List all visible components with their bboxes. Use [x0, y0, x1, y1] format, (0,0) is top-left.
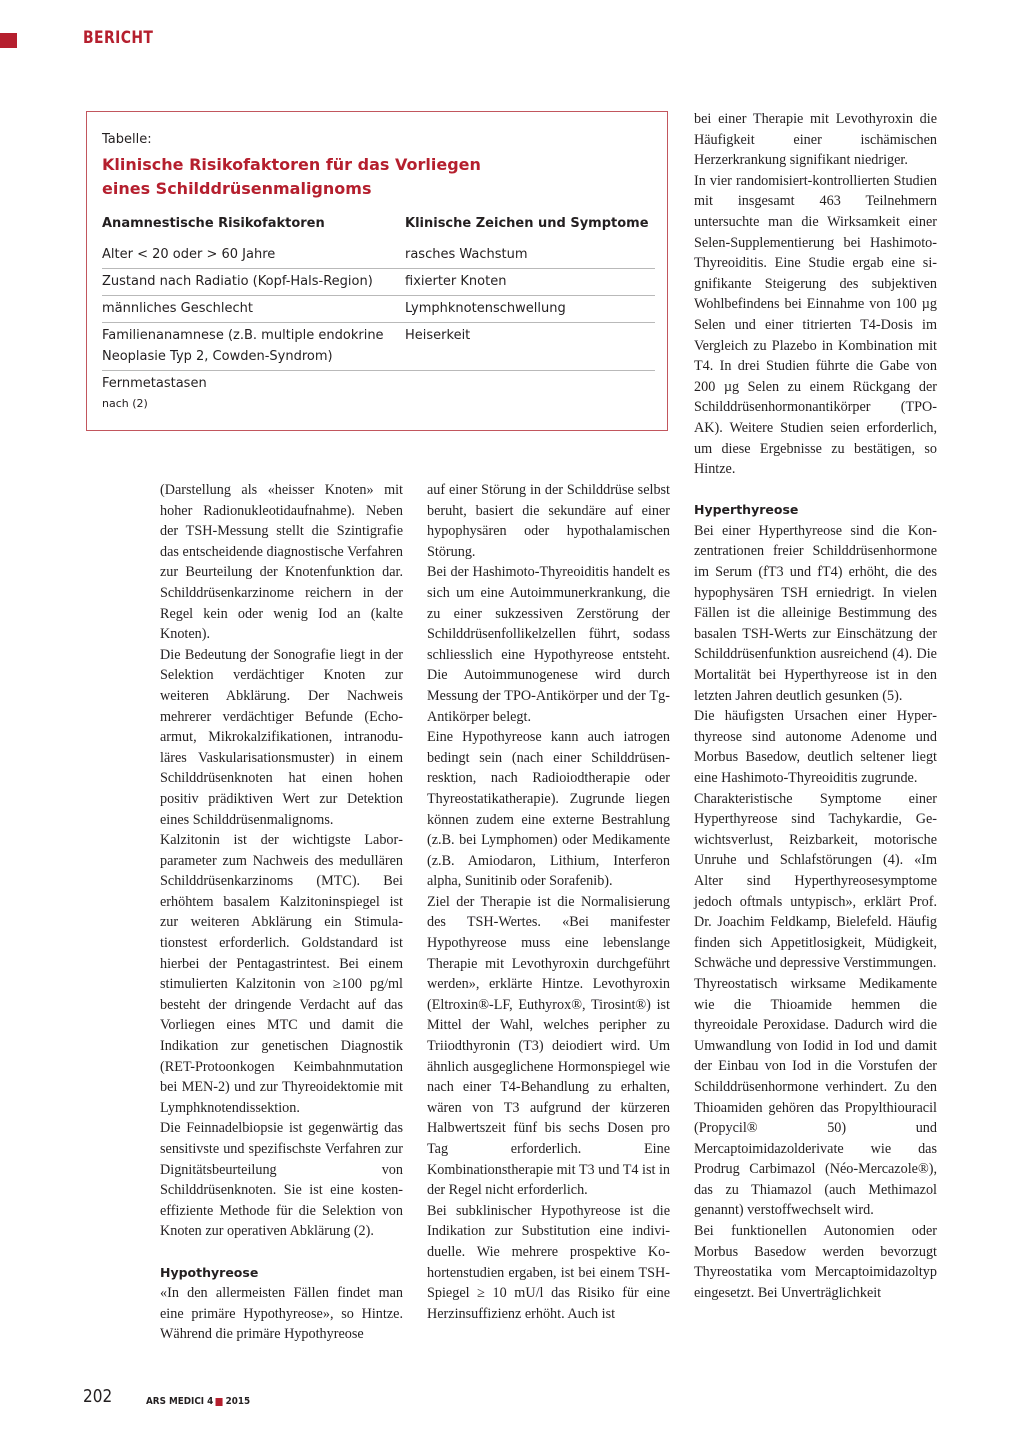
- body-paragraph: Ziel der Therapie ist die Normalisierung des TSH-Wertes. «Bei manifester Hypothyreose muss eine lebenslange Therapie mit Levothyroxin durchgeführt werden», erklärte Hintze. Levothyroxin (Eltroxin®-LF, Euthyrox®, Tirosint®) ist Mittel der Wahl, welches peripher zu Triiodthyronin (T3) deiodiert wird. Um ähnlich ausgeglichene Hormonspiegel wie nach einer T4-Behandlung zu erhalten, wären von T3 aufgrund der kürzeren Halbwertszeit fünf bis sechs Dosen pro Tag erforderlich. Eine Kombinationstherapie mit T3 und T4 ist in der Regel nicht erforderlich.: [427, 893, 671, 1199]
- body-paragraph: Die Feinnadelbiopsie ist gegenwärtig das sensitivste und spezifischste Verfahren zur Dignitätsbeurteilung von Schilddrüsenknoten. Sie ist eine kosteneffiziente Methode für die Selektion von Knoten zur operativen Abklärung (2).: [160, 1120, 403, 1240]
- body-paragraph: Bei subklinischer Hypothyreose ist die Indikation zur Substitution eine individuelle. Wie mehrere prospektive Kohortenstudien ergaben, ist bei einem TSH-Spiegel ≥ 10 mU/l das Risiko für eine Herzinsuffizienz erhöht. Auch ist: [427, 1202, 670, 1322]
- body-paragraph: Bei einer Hyperthyreose sind die Konzentrationen freier Schilddrüsenhormone im Serum (fT3 und fT4) erhöht, die des hypophysären TSH erniedrigt. In vielen Fällen ist die alleinige Bestimmung des basalen TSH-Werts zur Einschätzung der Schilddrüsenfunktion ausreichend (4). Die Mortalität bei Hyperthyreose ist in den letzten Jahren deutlich gesunken (5).: [694, 522, 937, 704]
- table-cell: fixierter Knoten: [405, 274, 507, 289]
- body-paragraph: Die häufigsten Ursachen einer Hyperthyreose sind autonome Adenome und Morbus Basedow, deutlich seltener liegt eine Hashimoto-Thyreoiditis zugrunde.: [694, 708, 937, 786]
- table-caption: Tabelle:: [102, 132, 152, 147]
- body-paragraph: Charakteristische Symptome einer Hyperthyreose sind Tachykardie, Gewichtsverlust, Reizbarkeit, motorische Unruhe und Schlafstörungen (4). «Im Alter sind Hyperthyreosesymptome jedoch oftmals untypisch», erklärt Prof. Dr. Joachim Feldkamp, Bielefeld. Häufig finden sich Appetitlosigkeit, Müdigkeit, Schwäche und depressive Verstimmungen.: [694, 790, 937, 972]
- table-cell: Alter < 20 oder > 60 Jahre: [102, 247, 276, 262]
- table-cell: [405, 373, 655, 394]
- section-heading-hyperthyreose: Hyperthyreose: [694, 502, 799, 518]
- journal-year: 2015: [225, 1396, 251, 1407]
- table-title: [102, 153, 662, 201]
- text-column-3: [694, 109, 937, 1303]
- body-paragraph: Eine Hypothyreose kann auch iatrogen bedingt sein (nach einer Schilddrüsenresktion, nach Radioiodtherapie oder Thyreostatikatherapie). Zugrunde liegen können zudem eine externe Bestrahlung (z.B. bei Lymphomen) oder Medikamente (z.B. Amiodaron, Lithium, Interferon alpha, Sunitinib oder Sorafenib).: [427, 729, 670, 890]
- body-paragraph: Thyreostatisch wirksame Medikamente wie die Thioamide hemmen die thyreoidale Peroxidase. Dadurch wird die Umwandlung von Iodid in Iod und damit der Einbau von Iod in die Vorstufen der Schilddrüsenhormone verhindert. Zu den Thioamiden gehören das Propylthiouracil (Propycil® 50) und Mercaptoimidazolderivate wie das Prodrug Carbimazol (Néo-Mercazole®), das zu Thiamazol (auch Methimazol genannt) verstoffwechselt wird.: [694, 975, 937, 1219]
- body-paragraph: Bei der Hashimoto-Thyreoiditis handelt es sich um eine Autoimmunerkrankung, die zu einer sukzessiven Zerstörung der Schilddrüsenfollikelzellen führt, sodass schliesslich eine Hypothyreose entsteht. Die Autoimmunogenese wird durch Messung der TPO-Antikörper und der Tg-Antikörper belegt.: [427, 564, 670, 725]
- body-paragraph: In vier randomisiert-kontrollierten Studien mit insgesamt 463 Teilnehmern untersuchte man die Wirksamkeit einer Selen-Supplementierung bei Hashimoto-Thyreoiditis. Eine Studie ergab eine signifikante Steigerung des subjektiven Wohlbefindens bei Einnahme von 100 µg Selen und einer titrierten T4-Dosis im Vergleich zu Plazebo in Kombination mit T4. In drei Studien führte die Gabe von 200 µg Selen zu einem Rückgang der Schilddrüsenhormonantikörper (TPO-AK). Weitere Studien seien erforderlich, um diese Ergebnisse zu bestätigen, so Hintze.: [694, 172, 937, 478]
- table-title-line: Klinische Risikofaktoren für das Vorliegen: [102, 155, 481, 174]
- table-cell: rasches Wachstum: [405, 247, 528, 262]
- table-cell: Fernmetastasen: [102, 376, 207, 391]
- table-row: [102, 323, 655, 371]
- body-paragraph: Die Bedeutung der Sonografie liegt in der Selektion verdächtiger Knoten zur weiteren Abklärung. Der Nachweis mehrerer verdächtiger Befunde (Echoarmut, Mikrokalzifikationen, intranoduläres Vaskularisationsmuster) in einem Schilddrüsenknoten hat einen hohen positiv prädiktiven Wert zur Detektion eines Schilddrüsenmalignoms.: [160, 646, 403, 828]
- table-row: [102, 371, 655, 397]
- section-label: BERICHT: [83, 28, 154, 48]
- text-column-2: [427, 480, 670, 1324]
- table-row: [102, 296, 655, 323]
- table-cell: Lymphknotenschwellung: [405, 301, 566, 316]
- body-paragraph: Bei funktionellen Autonomien oder Morbus Basedow werden bevorzugt Thyreostatika vom Mercaptoimidazoltyp eingesetzt. Bei Unverträglichkeit: [694, 1223, 937, 1301]
- body-paragraph: «In den allermeisten Fällen findet man eine primäre Hypothyreose», so Hintze. Während die primäre Hypothyreose: [160, 1285, 403, 1343]
- table-row: [102, 244, 655, 269]
- risk-factor-table-box: [86, 111, 668, 431]
- table-cell: Heiserkeit: [405, 328, 471, 343]
- table-source-note: nach (2): [102, 397, 148, 410]
- table-cell: Zustand nach Radiatio (Kopf-Hals-Region): [102, 274, 373, 289]
- table-body: [102, 244, 655, 397]
- page-number: 202: [83, 1386, 113, 1407]
- header-accent-square: [0, 33, 17, 48]
- table-column-header-anamnestic: Anamnestische Risikofaktoren: [102, 216, 325, 231]
- table-cell: Familienanamnese (z.B. multiple endokrine Neoplasie Typ 2, Cowden-Syndrom): [102, 328, 384, 364]
- text-column-1: [160, 480, 403, 1345]
- table-cell: männliches Geschlecht: [102, 301, 253, 316]
- body-paragraph: auf einer Störung in der Schilddrüse selbst beruht, basiert die sekundäre auf einer hypophysären oder hypothalamischen Störung.: [427, 482, 670, 560]
- section-heading-hypothyreose: Hypothyreose: [160, 1264, 259, 1280]
- table-column-header-clinical: Klinische Zeichen und Symptome: [405, 216, 649, 231]
- table-title-line: eines Schilddrüsenmalignoms: [102, 179, 372, 198]
- body-paragraph: Kalzitonin ist der wichtigste Laborparameter zum Nachweis des medullären Schilddrüsenkarzinoms (MTC). Bei erhöhtem basalem Kalzitoninspiegel ist zur weiteren Abklärung ein Stimulationstest erforderlich. Goldstandard ist hierbei der Pentagastrintest. Bei einem stimulierten Kalzitonin von ≥100 pg/ml besteht der dringende Verdacht auf das Vorliegen eines MTC und damit die Indikation zur genetischen Diagnostik (RET-Protoonkogen Keimbahnmutation bei MEN-2) und zur Thyreoidektomie mit Lymphknotendissektion.: [160, 832, 403, 1116]
- journal-name: ARS MEDICI 4: [146, 1396, 214, 1407]
- body-paragraph: (Darstellung als «heisser Knoten» mit hoher Radionukleotidaufnahme). Neben der TSH-Messung stellt die Szintigrafie das entscheidende diagnostische Verfahren zur Beurteilung der Knotenfunktion dar. Schilddrüsenkarzinome reichern in der Regel kein oder wenig Iod an (kalte Knoten).: [160, 482, 403, 643]
- table-row: [102, 269, 655, 296]
- journal-footer: [146, 1396, 250, 1407]
- footer-accent-square: [216, 1398, 223, 1406]
- body-paragraph: bei einer Therapie mit Levothyroxin die Häufigkeit einer ischämischen Herzerkrankung signifikant niedriger.: [694, 111, 937, 169]
